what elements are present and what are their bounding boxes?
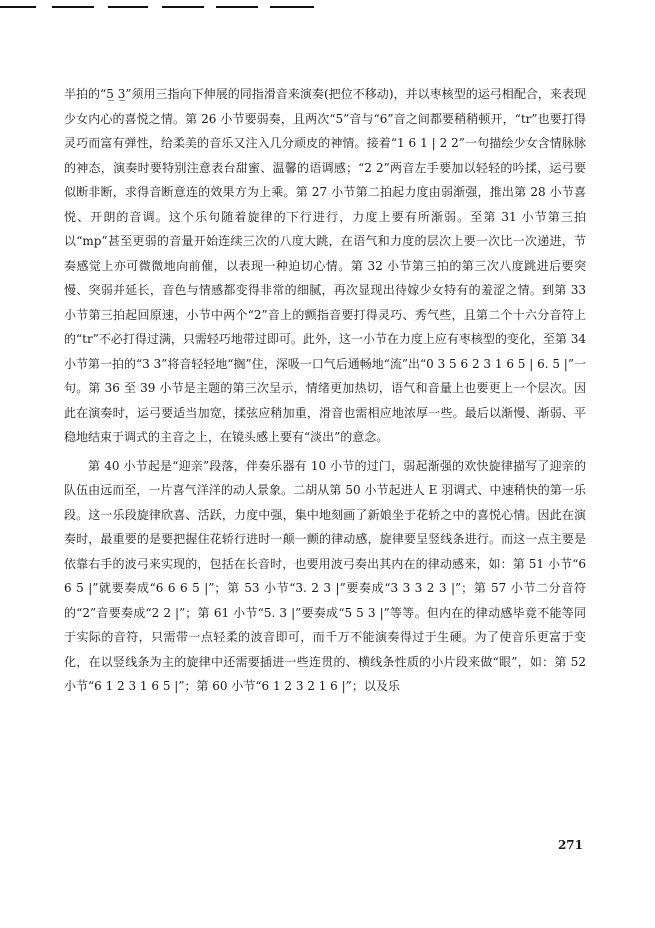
header-rule xyxy=(0,6,655,12)
body-text xyxy=(64,82,586,699)
page-number: 271 xyxy=(557,838,583,852)
paragraph-2: 第 40 小节起是“迎亲”段落，伴奏乐器有 10 小节的过门，弱起渐强的欢快旋律描写了迎亲的队伍由远而至，一片喜气洋洋的动人景象。二胡从第 50 小节起进人 E 羽调式、中速稍快的第一乐段。这一乐段旋律欣喜、活跃，力度中强，集中地刻画了新娘坐于花轿之中的喜悦心情。因此在演奏时，最重要的是要把握住花轿行进时一颠一颤的律动感，旋律要呈竖线条进行。而这一点主要是依靠右手的波弓来实现的，包括在长音时，也要用波弓奏出其内在的律动感来，如：第 51 小节“6 6 5 |”就要奏成“6 6 6 5 |”；第 53 小节“3. 2 3 |”要奏成“3 3 3 2 3 |”；第 57 小节二分音符的“2”音要奏成“2 2 |”；第 61 小节“5. 3 |”要奏成“5 5 3 |”等等。但内在的律动感毕竟不能等同于实际的音符，只需带一点轻柔的波音即可，而千万不能演奏得过于生硬。为了使音乐更富于变化，在以竖线条为主的旋律中还需要插进一些连贯的、横线条性质的小片段来做“眼”，如：第 52 小节“6 1 2 3 1 6 5 |”；第 60 小节“6 1 2 3 2 1 6 |”；以及乐 xyxy=(64,458,586,693)
paragraph-1: 半拍的“5̲ 3̲”须用三指向下伸展的同指滑音来演奏(把位不移动)，并以枣核型的运弓相配合，来表现少女内心的喜悦之情。第 26 小节要弱奏，且两次“5”音与“6”音之间都要稍稍顿开，“tr”也要打得灵巧而富有弹性，给柔美的音乐又注入几分顽皮的神情。接着“1 6 1 | 2 2”一句描绘少女含情脉脉的神态，演奏时要特别注意表台甜蜜、温馨的语调感；“2 2”两音左手要加以轻轻的吟揉，运弓要似断非断，求得音断意连的效果方为上乘。第 27 小节第二拍起力度由弱渐强，推出第 28 小节喜悦、开朗的音调。这个乐句随着旋律的下行进行，力度上要有所渐弱。至第 31 小节第三拍以“mp”甚至更弱的音量开始连续三次的八度大跳，在语气和力度的层次上要一次比一次递进，节奏感觉上亦可微微地向前催，以表现一种迫切心情。第 32 小节第三拍的第三次八度跳进后要突慢、突弱并延长，音色与情感都变得非常的细腻，再次显现出待嫁少女特有的羞涩之情。到第 33 小节第三拍起回原速，小节中两个“2”音上的颤指音要打得灵巧、秀气些，且第二个十六分音符上的“tr”不必打得过满，只需轻巧地带过即可。此外，这一小节在力度上应有枣核型的变化，至第 34 小节第一拍的“3 3”将音轻轻地“搁”住，深吸一口气后通畅地“流”出“0 3 5 6 2 3 1 6 5 | 6. 5 |”一句。第 36 至 39 小节是主题的第三次呈示，情绪更加热切，语气和音量上也要更上一个层次。因此在演奏时，运弓要适当加宽，揉弦应稍加重，滑音也需相应地浓厚一些。最后以渐慢、渐弱、平稳地结束于调式的主音之上，在镜头感上要有“淡出”的意念。 xyxy=(64,87,586,444)
